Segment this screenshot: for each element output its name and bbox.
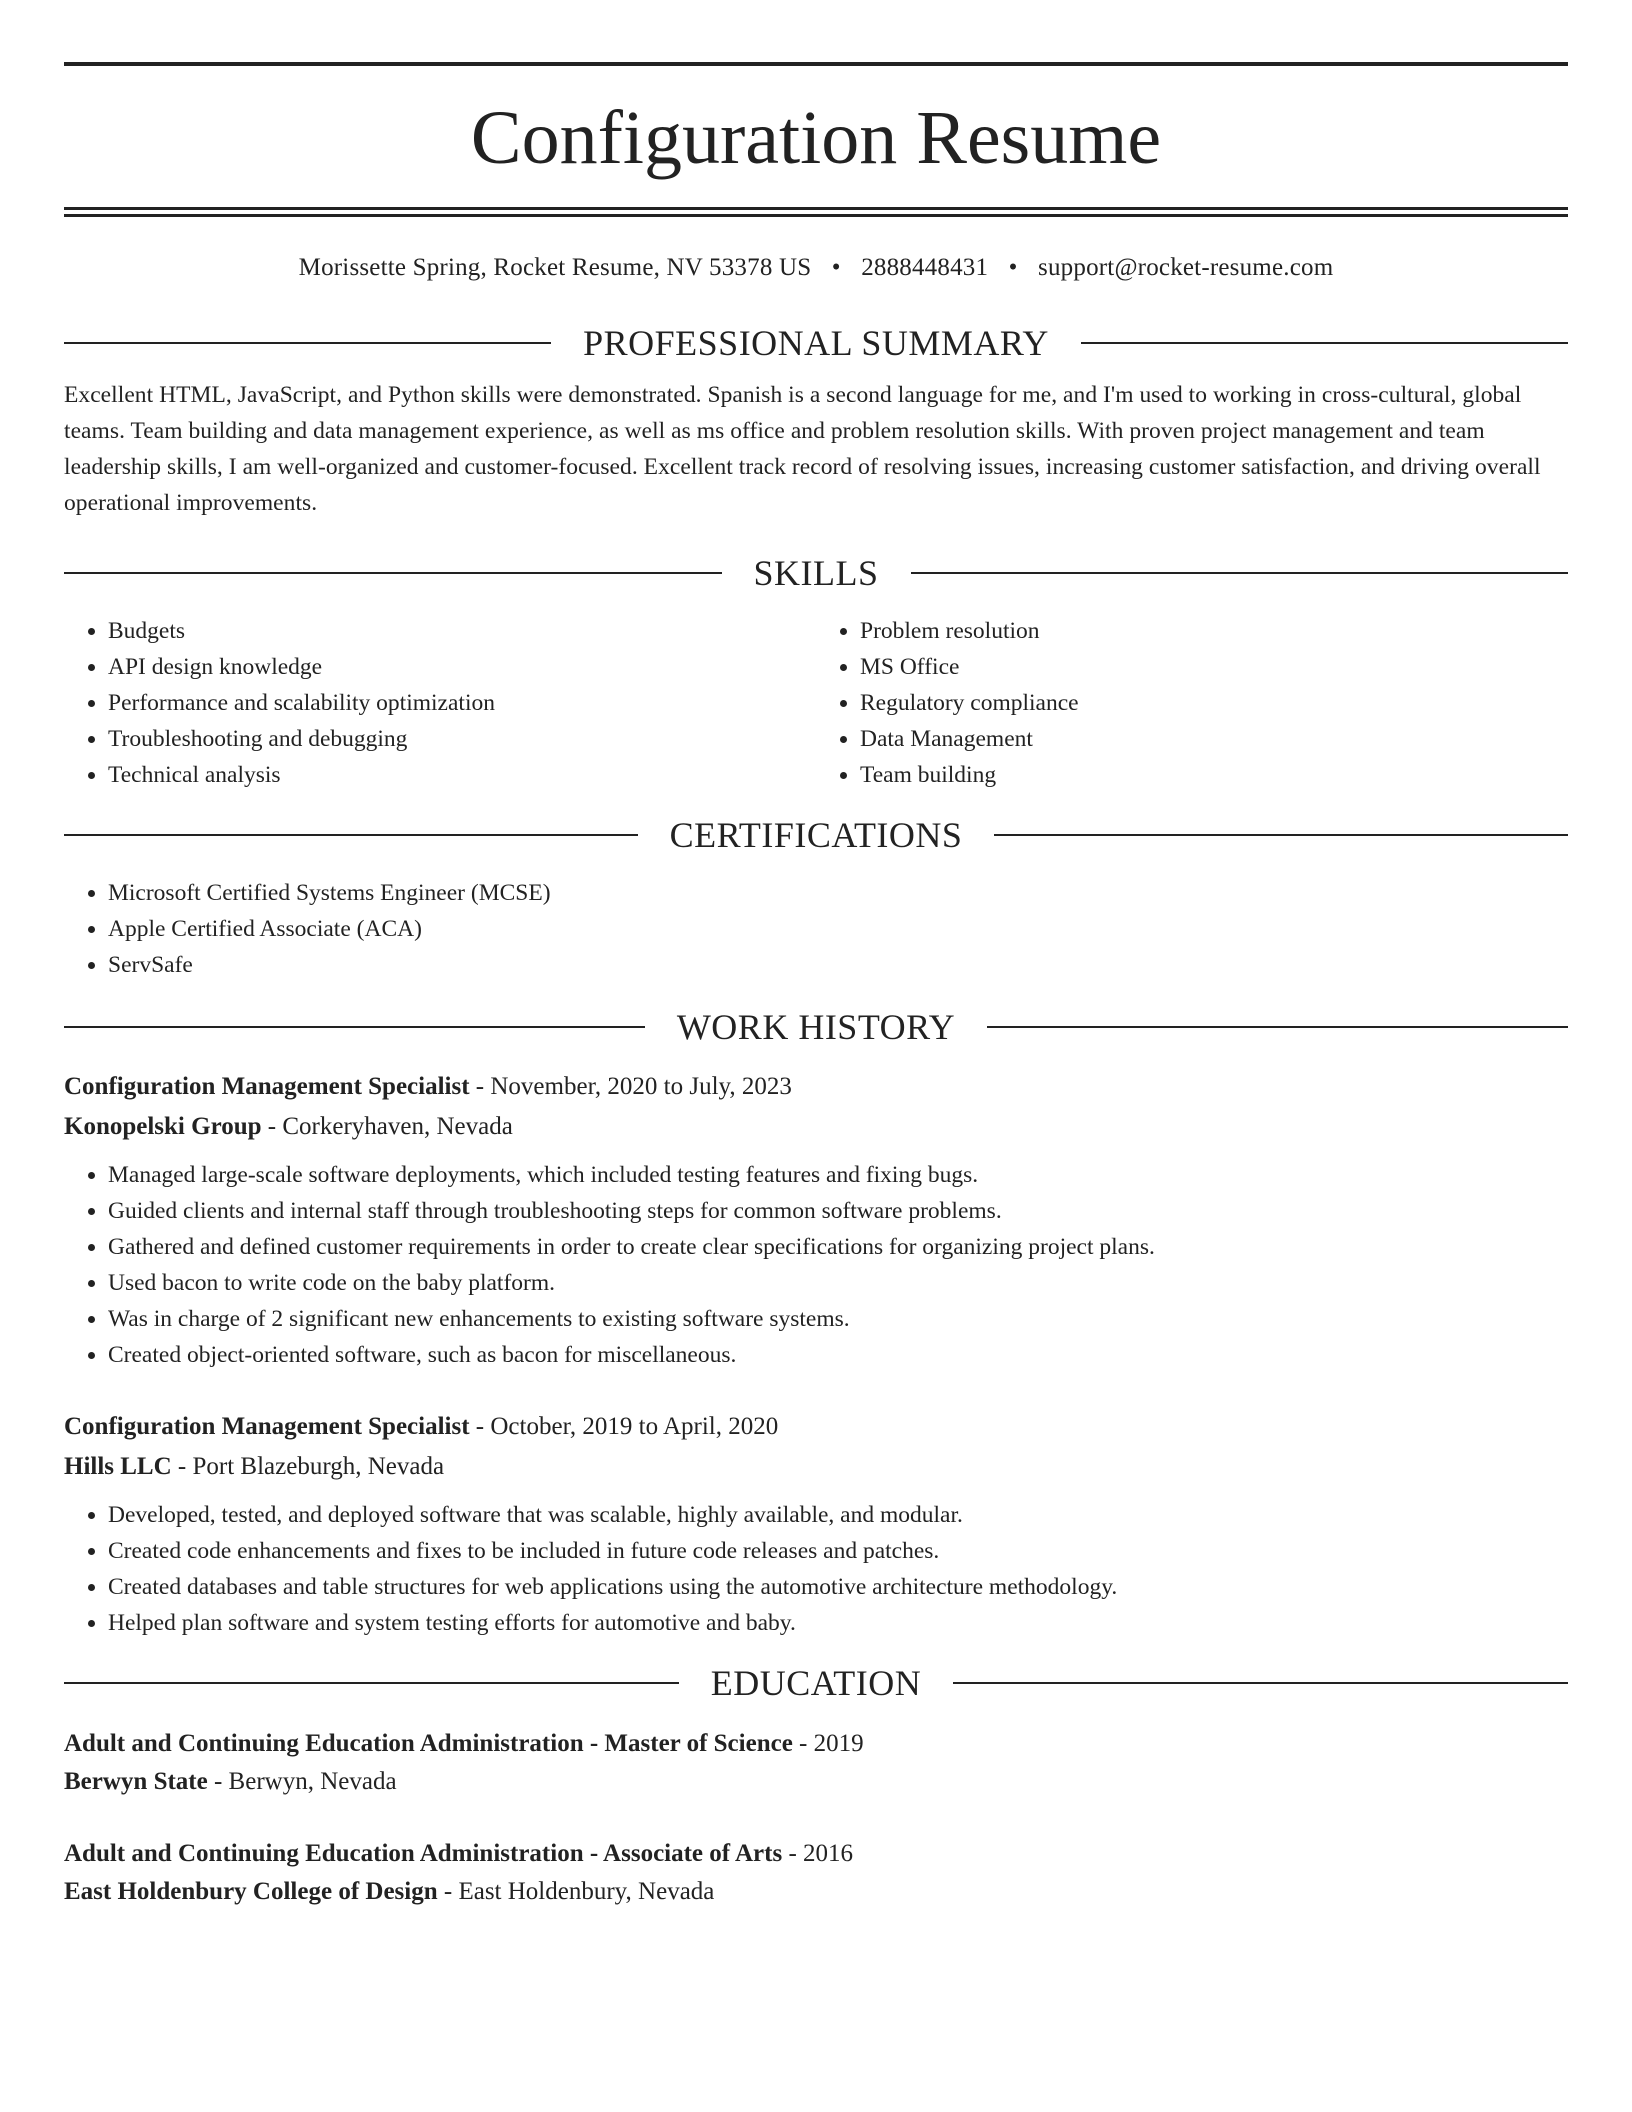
duty-item: • Managed large-scale software deployments, which included testing features and fixing bugs. <box>108 1157 1568 1193</box>
work-entry <box>64 1067 1568 1373</box>
duty-item: • Helped plan software and system testing efforts for automotive and baby. <box>108 1605 1568 1641</box>
job-company-line <box>64 1447 1568 1487</box>
degree-year: - 2019 <box>792 1730 864 1757</box>
contact-separator: • <box>1008 254 1018 281</box>
degree-line <box>64 1725 1568 1763</box>
job-company-line <box>64 1107 1568 1147</box>
heading-rule <box>64 342 551 344</box>
job-title-line <box>64 1407 1568 1447</box>
heading-rule <box>64 572 722 574</box>
work-entry <box>64 1407 1568 1641</box>
job-company: Konopelski Group <box>64 1113 262 1140</box>
resume-title: Configuration Resume <box>470 96 1162 180</box>
certification-item: • Apple Certified Associate (ACA) <box>108 911 1568 947</box>
certifications-heading <box>64 813 1568 857</box>
skill-item: • Technical analysis <box>108 757 816 793</box>
skill-item: • Performance and scalability optimization <box>108 685 816 721</box>
skills-list <box>64 613 1568 793</box>
education-heading <box>64 1661 1568 1705</box>
school: East Holdenbury College of Design <box>64 1878 438 1905</box>
heading-rule <box>987 1026 1568 1028</box>
certification-item: • ServSafe <box>108 947 1568 983</box>
degree-line <box>64 1835 1568 1873</box>
duty-item: • Created object-oriented software, such as bacon for miscellaneous. <box>108 1337 1568 1373</box>
job-title: Configuration Management Specialist <box>64 1413 470 1440</box>
job-duties <box>64 1157 1568 1373</box>
school-location: - Berwyn, Nevada <box>207 1768 397 1795</box>
school-line <box>64 1763 1568 1801</box>
contact-phone: 2888448431 <box>861 254 989 281</box>
education-entry <box>64 1835 1568 1911</box>
job-location: - Port Blazeburgh, Nevada <box>171 1453 445 1480</box>
job-duties <box>64 1497 1568 1641</box>
job-location: - Corkeryhaven, Nevada <box>261 1113 513 1140</box>
duty-item: • Guided clients and internal staff through troubleshooting steps for common software problems. <box>108 1193 1568 1229</box>
degree: Adult and Continuing Education Administration - Associate of Arts <box>64 1840 783 1867</box>
heading-rule <box>64 1682 679 1684</box>
title-double-rule <box>64 207 1568 217</box>
heading-rule <box>64 1026 645 1028</box>
heading-rule <box>64 834 638 836</box>
job-dates: - October, 2019 to April, 2020 <box>469 1413 779 1440</box>
certification-item: • Microsoft Certified Systems Engineer (MCSE) <box>108 875 1568 911</box>
top-rule <box>64 62 1568 66</box>
contact-line <box>64 253 1568 283</box>
heading-rule <box>994 834 1568 836</box>
education-entry <box>64 1725 1568 1801</box>
contact-email: support@rocket-resume.com <box>1038 254 1334 281</box>
section-title: SKILLS <box>753 553 879 593</box>
skills-column-left <box>64 613 816 793</box>
skills-column-right <box>816 613 1568 793</box>
section-title: CERTIFICATIONS <box>669 815 963 855</box>
heading-rule <box>911 572 1569 574</box>
certifications-list <box>64 875 1568 983</box>
contact-address: Morissette Spring, Rocket Resume, NV 53378 US <box>298 254 812 281</box>
duty-item: • Used bacon to write code on the baby platform. <box>108 1265 1568 1301</box>
skill-item: • API design knowledge <box>108 649 816 685</box>
summary-text: Excellent HTML, JavaScript, and Python skills were demonstrated. Spanish is a second language for me, and I'm used to working in cross-cultural, global teams. Team building and data management experience, as well as ms office and problem resolution skills. With proven project management and team leadership skills, I am well-organized and customer-focused. Excellent track record of resolving issues, increasing customer satisfaction, and driving overall operational improvements. <box>64 382 1541 516</box>
duty-item: • Developed, tested, and deployed software that was scalable, highly available, and modular. <box>108 1497 1568 1533</box>
skill-item: • MS Office <box>860 649 1568 685</box>
section-title: PROFESSIONAL SUMMARY <box>583 323 1049 363</box>
duty-item: • Gathered and defined customer requirements in order to create clear specifications for organizing project plans. <box>108 1229 1568 1265</box>
school-line <box>64 1873 1568 1911</box>
heading-rule <box>953 1682 1568 1684</box>
job-company: Hills LLC <box>64 1453 172 1480</box>
skills-heading <box>64 551 1568 595</box>
skill-item: • Troubleshooting and debugging <box>108 721 816 757</box>
contact-separator: • <box>831 254 841 281</box>
job-title-line <box>64 1067 1568 1107</box>
section-title: WORK HISTORY <box>676 1007 956 1047</box>
duty-item: • Was in charge of 2 significant new enhancements to existing software systems. <box>108 1301 1568 1337</box>
summary-heading <box>64 321 1568 365</box>
school-location: - East Holdenbury, Nevada <box>437 1878 715 1905</box>
duty-item: • Created databases and table structures for web applications using the automotive architecture methodology. <box>108 1569 1568 1605</box>
duty-item: • Created code enhancements and fixes to be included in future code releases and patches. <box>108 1533 1568 1569</box>
skill-item: • Team building <box>860 757 1568 793</box>
degree: Adult and Continuing Education Administration - Master of Science <box>64 1730 793 1757</box>
job-dates: - November, 2020 to July, 2023 <box>469 1073 792 1100</box>
degree-year: - 2016 <box>782 1840 854 1867</box>
section-title: EDUCATION <box>710 1663 922 1703</box>
skill-item: • Data Management <box>860 721 1568 757</box>
job-title: Configuration Management Specialist <box>64 1073 470 1100</box>
heading-rule <box>1081 342 1568 344</box>
skill-item: • Problem resolution <box>860 613 1568 649</box>
skill-item: • Regulatory compliance <box>860 685 1568 721</box>
work-history-heading <box>64 1005 1568 1049</box>
school: Berwyn State <box>64 1768 208 1795</box>
skill-item: • Budgets <box>108 613 816 649</box>
